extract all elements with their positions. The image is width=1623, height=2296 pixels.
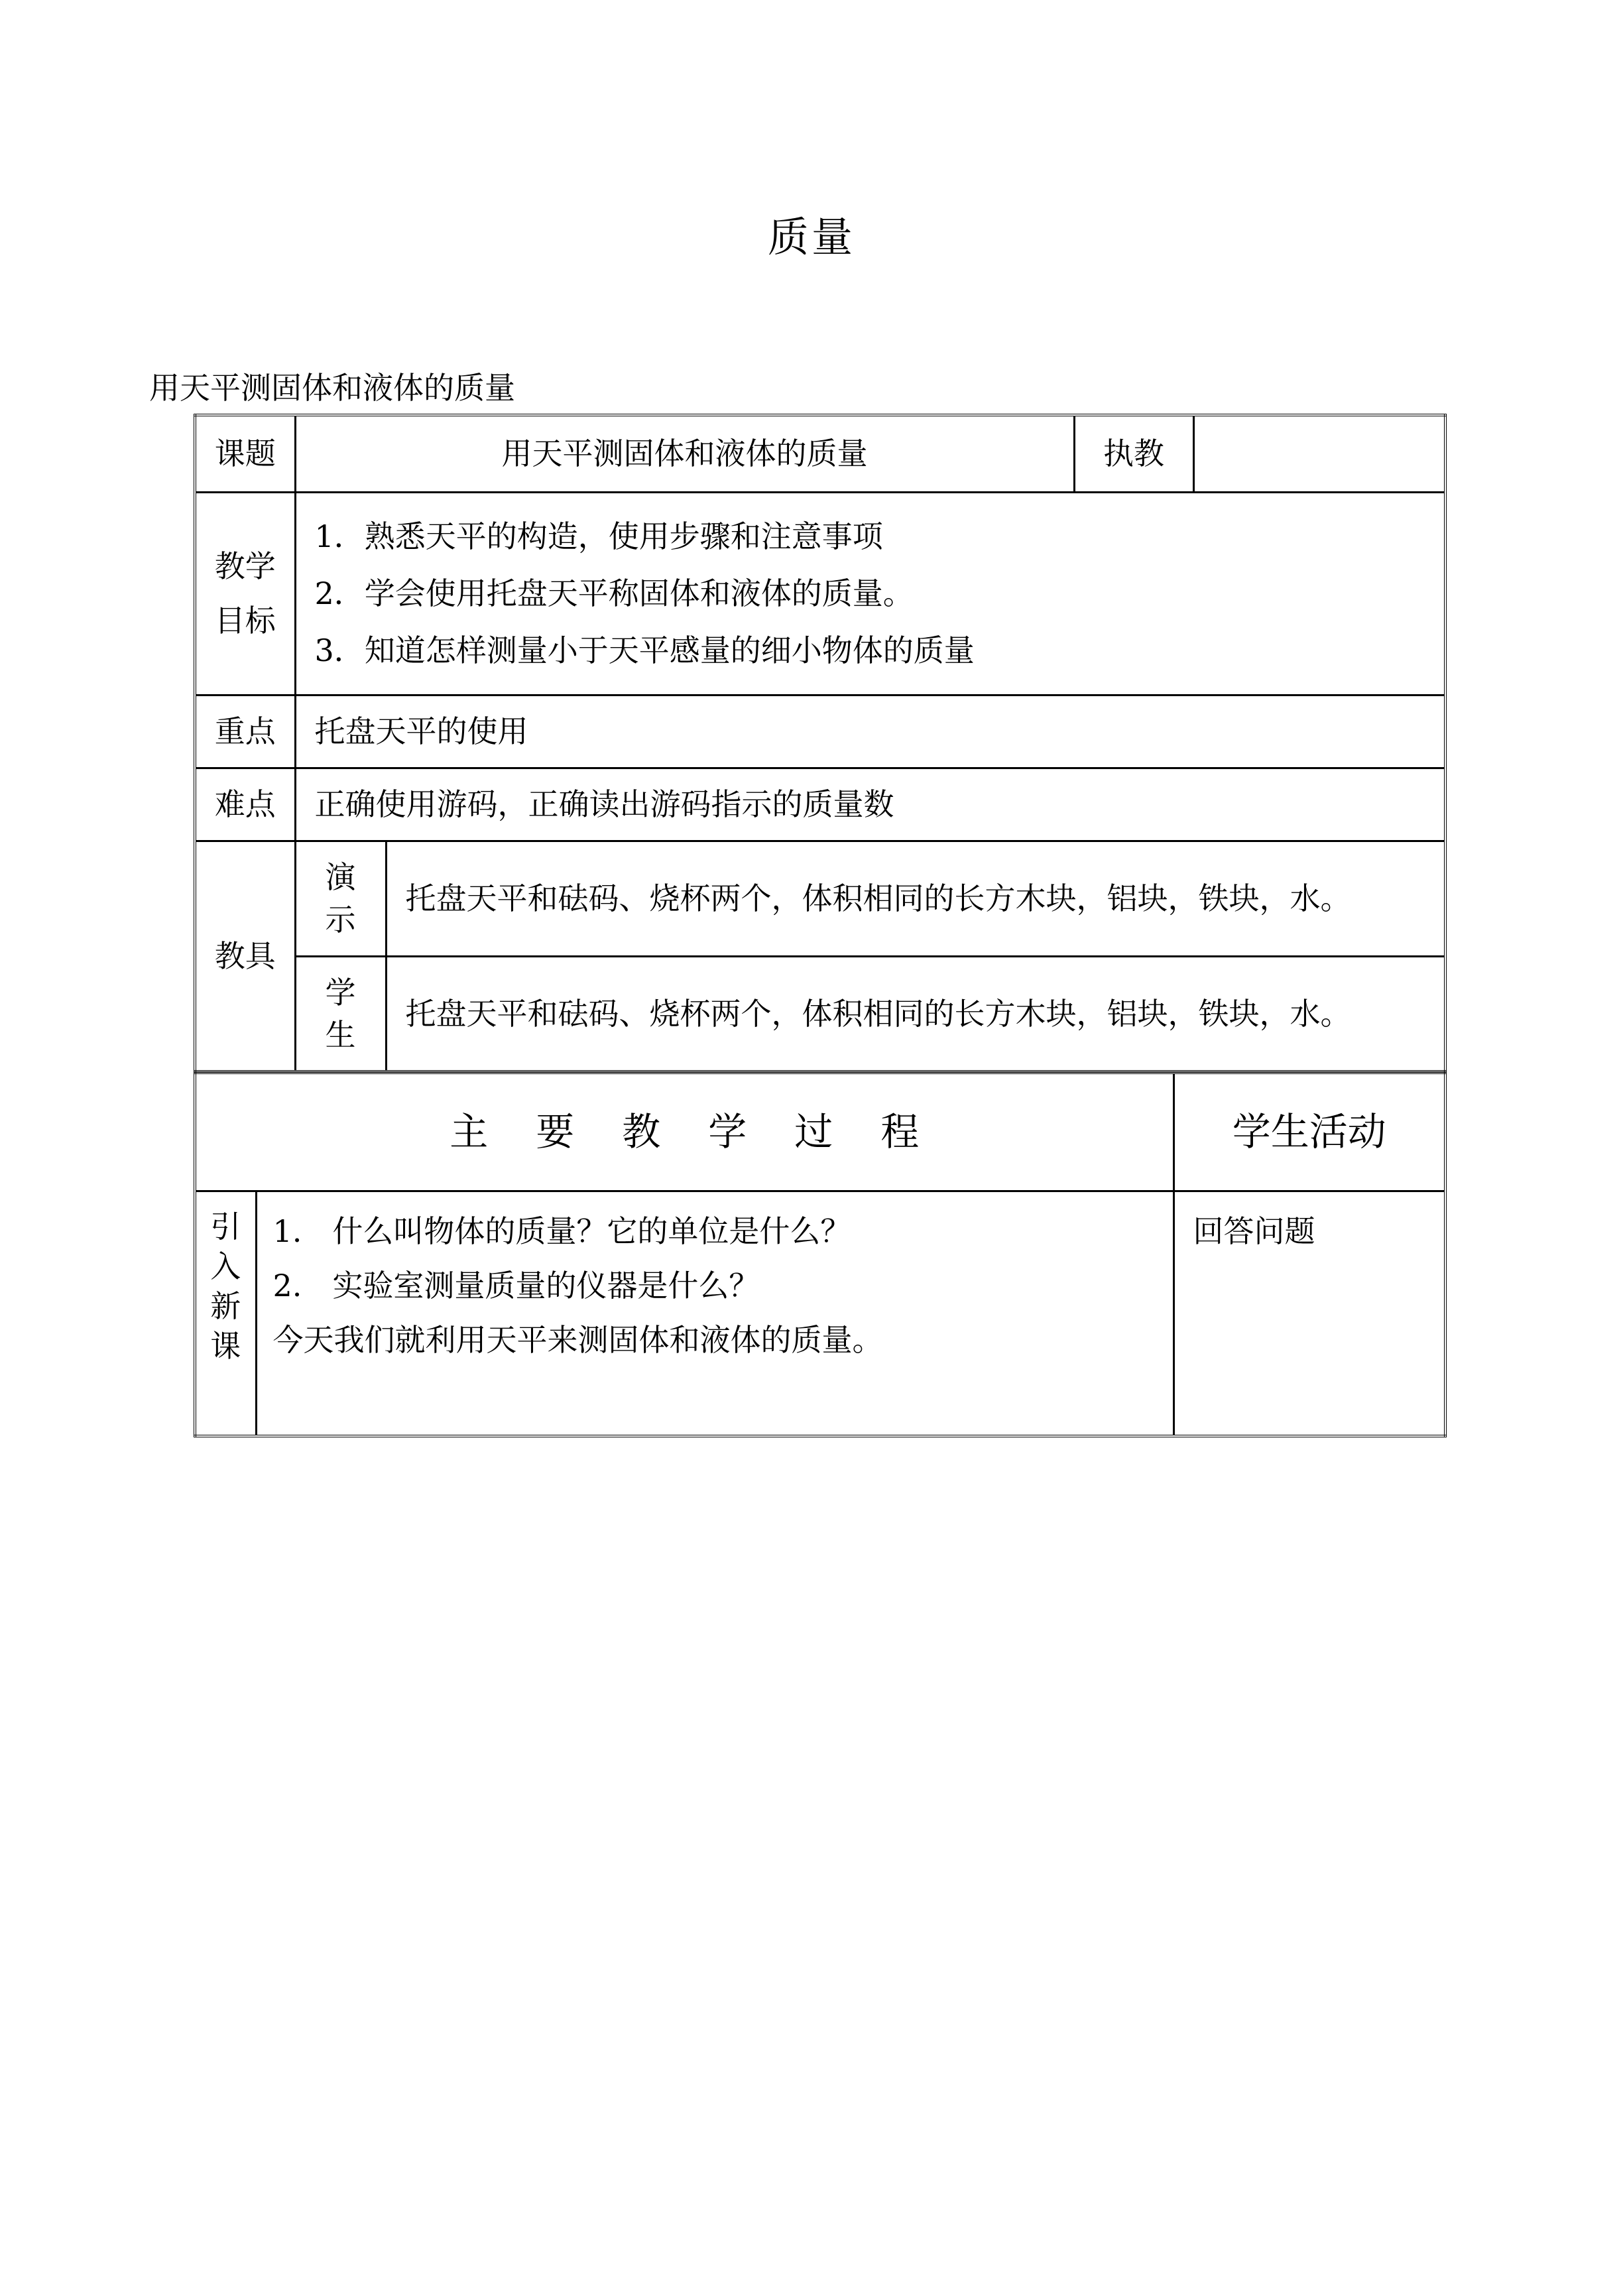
goals-list xyxy=(295,492,1445,695)
goals-label-line2: 目标 xyxy=(214,603,276,638)
heading-char: 过 xyxy=(794,1109,833,1155)
student-label-line2: 生 xyxy=(325,1016,356,1053)
tools-label: 教具 xyxy=(195,841,295,1071)
teaching-process-table xyxy=(194,1071,1447,1437)
process-heading xyxy=(195,1073,1173,1191)
intro-line: 1. 什么叫物体的质量？它的单位是什么？ xyxy=(272,1213,851,1249)
page-subtitle: 用天平测固体和液体的质量 xyxy=(149,370,515,406)
student-activity-heading: 学生活动 xyxy=(1173,1073,1445,1191)
intro-line: 2. 实验室测量质量的仪器是什么？ xyxy=(272,1267,760,1303)
goal-item: 3．知道怎样测量小于天平感量的细小物体的质量 xyxy=(314,633,975,668)
intro-row xyxy=(195,1191,1445,1436)
topic-value: 用天平测固体和液体的质量 xyxy=(295,415,1074,492)
lesson-info-table xyxy=(194,414,1447,1073)
heading-char: 主 xyxy=(450,1109,489,1155)
intro-label-char: 新 xyxy=(210,1288,241,1324)
difficulty-label: 难点 xyxy=(195,768,295,841)
key-point-label: 重点 xyxy=(195,695,295,768)
student-value: 托盘天平和砝码、烧杯两个，体积相同的长方木块，铝块，铁块，水。 xyxy=(386,956,1445,1071)
intro-label-char: 引 xyxy=(210,1208,241,1244)
intro-label xyxy=(195,1191,256,1436)
demo-label-line1: 演 xyxy=(325,859,356,895)
demo-label xyxy=(295,841,386,956)
goals-label-line1: 教学 xyxy=(214,548,276,584)
teacher-label: 执教 xyxy=(1074,415,1193,492)
goal-item: 2．学会使用托盘天平称固体和液体的质量。 xyxy=(314,575,914,611)
tools-student-row xyxy=(195,956,1445,1071)
heading-char: 学 xyxy=(708,1109,747,1155)
goals-row xyxy=(195,492,1445,695)
intro-content xyxy=(256,1191,1173,1436)
difficulty-value: 正确使用游码，正确读出游码指示的质量数 xyxy=(295,768,1445,841)
student-activity-value: 回答问题 xyxy=(1173,1191,1445,1436)
process-header-row xyxy=(195,1073,1445,1191)
intro-label-char: 课 xyxy=(210,1327,241,1364)
goals-label xyxy=(195,492,295,695)
heading-char: 教 xyxy=(622,1109,661,1155)
demo-value: 托盘天平和砝码、烧杯两个，体积相同的长方木块，铝块，铁块，水。 xyxy=(386,841,1445,956)
page-title: 质量 xyxy=(767,213,855,261)
demo-label-line2: 示 xyxy=(325,902,356,937)
tools-demo-row xyxy=(195,841,1445,956)
student-label xyxy=(295,956,386,1071)
intro-label-char: 入 xyxy=(210,1248,241,1284)
topic-row xyxy=(195,415,1445,492)
teacher-value xyxy=(1193,415,1445,492)
heading-char: 要 xyxy=(536,1109,575,1155)
key-point-row xyxy=(195,695,1445,768)
student-label-line1: 学 xyxy=(325,974,356,1010)
difficulty-row xyxy=(195,768,1445,841)
intro-line: 今天我们就利用天平来测固体和液体的质量。 xyxy=(272,1321,883,1358)
heading-char: 程 xyxy=(880,1109,920,1155)
topic-label: 课题 xyxy=(195,415,295,492)
key-point-value: 托盘天平的使用 xyxy=(295,695,1445,768)
goal-item: 1．熟悉天平的构造，使用步骤和注意事项 xyxy=(314,518,883,554)
